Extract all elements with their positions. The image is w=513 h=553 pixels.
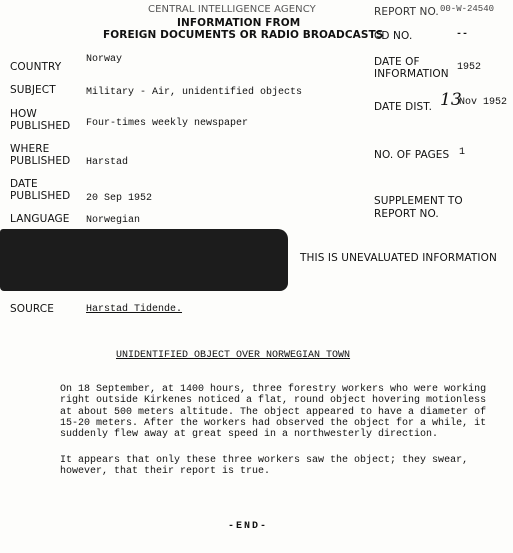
date-of-info-label-2: INFORMATION — [374, 68, 449, 80]
how-published-label-2: PUBLISHED — [10, 120, 71, 132]
article-paragraph-1 — [60, 384, 500, 440]
subject-label: SUBJECT — [10, 84, 56, 96]
date-of-info-value: 1952 — [457, 62, 482, 73]
agency-name: CENTRAL INTELLIGENCE AGENCY — [148, 4, 316, 15]
how-published-label-1: HOW — [10, 108, 37, 120]
source-value: Harstad Tidende. — [86, 304, 183, 315]
supplement-label-1: SUPPLEMENT TO — [374, 195, 463, 207]
where-published-label-1: WHERE — [10, 143, 50, 155]
article-paragraph-2 — [60, 455, 500, 478]
doc-title-line2: FOREIGN DOCUMENTS OR RADIO BROADCASTS — [103, 29, 384, 41]
date-dist-handwritten-day: 13 — [440, 90, 462, 110]
cd-no-label: CD NO. — [374, 30, 413, 42]
date-published-label-2: PUBLISHED — [10, 190, 71, 202]
date-published-label-1: DATE — [10, 178, 38, 190]
paragraph-1-text: On 18 September, at 1400 hours, three forestry workers who were working right outside Kirkenes noticed a flat, round object hovering motionless at about 500 meters altitude. The object appeared to have a diameter of 15-20 meters. After the workers had observed the object for a while, it suddenly flew away at great speed in a northwesterly direction. — [60, 384, 487, 441]
unevaluated-notice: THIS IS UNEVALUATED INFORMATION — [300, 252, 497, 264]
date-dist-value: Nov 1952 — [459, 97, 508, 108]
where-published-value: Harstad — [86, 157, 129, 168]
date-published-value: 20 Sep 1952 — [86, 193, 153, 204]
language-label: LANGUAGE — [10, 213, 70, 225]
redaction-block — [0, 229, 288, 291]
doc-title-line1: INFORMATION FROM — [177, 17, 301, 29]
supplement-label-2: REPORT NO. — [374, 208, 439, 220]
cd-no-value: -- — [456, 29, 469, 40]
subject-value: Military - Air, unidentified objects — [86, 87, 303, 98]
article-headline: UNIDENTIFIED OBJECT OVER NORWEGIAN TOWN — [116, 350, 351, 361]
report-no-value: 00-W-24540 — [440, 4, 495, 14]
paragraph-2-text: It appears that only these three workers saw the object; they swear, however, that their report is true. — [60, 455, 469, 478]
how-published-value: Four-times weekly newspaper — [86, 118, 249, 129]
pages-label: NO. OF PAGES — [374, 149, 450, 161]
language-value: Norwegian — [86, 215, 141, 226]
pages-value: 1 — [459, 147, 466, 158]
report-no-label: REPORT NO. — [374, 6, 439, 18]
country-value: Norway — [86, 54, 123, 65]
date-dist-label: DATE DIST. — [374, 101, 433, 113]
source-label: SOURCE — [10, 303, 54, 315]
where-published-label-2: PUBLISHED — [10, 155, 71, 167]
date-of-info-label-1: DATE OF — [374, 56, 420, 68]
country-label: COUNTRY — [10, 61, 62, 73]
end-marker: -END- — [228, 521, 269, 532]
